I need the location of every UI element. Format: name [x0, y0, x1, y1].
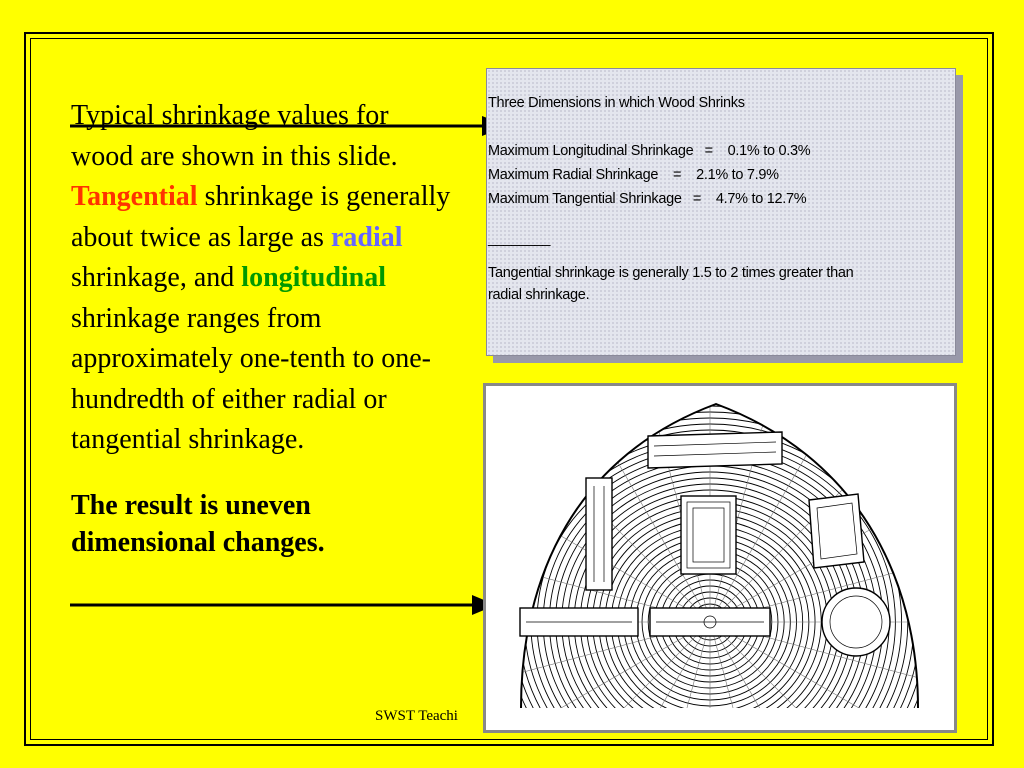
keyword-longitudinal: longitudinal [241, 262, 387, 293]
paragraph-shrinkage-intro: Typical shrinkage values for wood are shown in this slide. Tangential shrinkage is generally about twice as large as radial shrinkage, and longitudinal shrinkage ranges from approximately one-tenth to one-hundredth of either radial or tangential shrinkage. [71, 100, 451, 455]
log-cross-section-image [483, 383, 957, 733]
shrinkage-values-box [486, 68, 956, 356]
shrinkage-row-longitudinal: Maximum Longitudinal Shrinkage = 0.1% to 0.3% [488, 143, 811, 159]
arrow-right-icon [70, 595, 500, 615]
shrinkage-row-radial: Maximum Radial Shrinkage = 2.1% to 7.9% [488, 167, 779, 183]
info-box-separator: ________ [488, 231, 551, 247]
log-cross-section-illustration [486, 386, 954, 730]
arrow-right-icon [70, 116, 510, 136]
keyword-radial: radial [330, 221, 403, 253]
shrinkage-row-tangential: Maximum Tangential Shrinkage = 4.7% to 12.7% [488, 191, 807, 207]
info-box-note-line-1: Tangential shrinkage is generally 1.5 to 2 times greater than [488, 265, 854, 281]
info-box-note-line-2: radial shrinkage. [488, 287, 590, 303]
slide-body-text [71, 96, 451, 561]
paragraph-result: The result is uneven dimensional changes. [71, 489, 325, 558]
info-box-title: Three Dimensions in which Wood Shrinks [488, 95, 745, 111]
footer-text: SWST Teachi [375, 708, 458, 724]
keyword-tangential: Tangential [71, 181, 198, 212]
